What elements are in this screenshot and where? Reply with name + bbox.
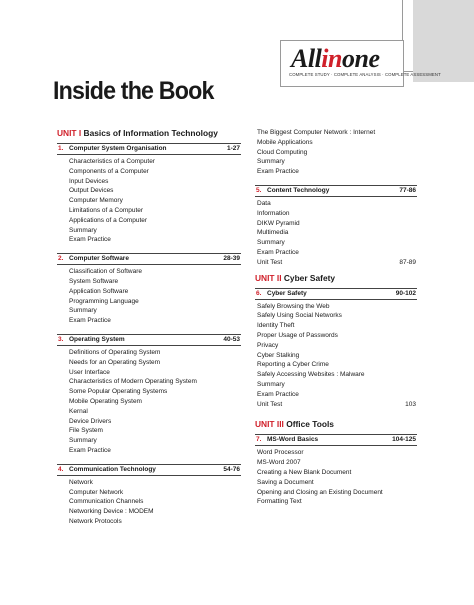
topic-item: Summary: [69, 226, 97, 234]
topic-item: Definitions of Operating System: [69, 348, 161, 356]
topic-item: Characteristics of a Computer: [69, 158, 155, 165]
unit-heading: UNIT II Cyber Safety: [255, 272, 336, 283]
topic-item: Cyber Stalking: [257, 351, 300, 359]
corner-decoration-fill: [413, 0, 474, 82]
topic-item: Classification of Software: [69, 268, 142, 276]
topic-item: Networking Device : MODEM: [69, 508, 154, 516]
topic-item: Exam Practice: [257, 248, 299, 256]
unit-test-row[interactable]: [255, 400, 417, 410]
brand-logo: [280, 40, 441, 87]
topic-item: DIKW Pyramid: [257, 219, 300, 227]
topic-item: Characteristics of Modern Operating System: [69, 378, 197, 386]
topic-item: File System: [69, 427, 103, 435]
logo-wordmark: Allinone: [291, 44, 380, 73]
topic-item: Safely Accessing Websites : Malware: [257, 371, 365, 379]
chapter-heading[interactable]: 5. Content Technology 77-86: [255, 185, 417, 197]
contents-column-right: [255, 128, 417, 507]
unit-heading: UNIT I Basics of Information Technology: [57, 128, 218, 138]
unit-test-label: Unit Test: [257, 400, 283, 408]
unit-heading: UNIT III Office Tools: [255, 419, 334, 430]
topic-item: MS-Word 2007: [257, 459, 301, 467]
topic-item: Output Devices: [69, 187, 114, 195]
topic-item: Identity Theft: [257, 322, 295, 330]
topic-item: The Biggest Computer Network : Internet: [257, 129, 376, 136]
topic-item: System Software: [69, 277, 119, 285]
topic-item: Computer Memory: [69, 197, 123, 205]
logo-tagline: COMPLETE STUDY · COMPLETE ANALYSIS · COMPLETE ASSESSMENT: [289, 72, 441, 77]
topic-item: Multimedia: [257, 229, 289, 237]
topic-item: Components of a Computer: [69, 167, 149, 175]
topic-item: User Interface: [69, 368, 110, 376]
topic-item: Exam Practice: [69, 446, 111, 454]
topic-item: Needs for an Operating System: [69, 358, 161, 366]
topic-item: Exam Practice: [257, 168, 299, 176]
topic-item: Input Devices: [69, 177, 109, 185]
topic-item: Application Software: [69, 287, 129, 295]
topic-item: Device Drivers: [69, 417, 112, 425]
unit-test-pages: 103: [405, 400, 416, 408]
topic-item: Mobile Operating System: [69, 397, 142, 405]
topic-item: Creating a New Blank Document: [257, 468, 352, 476]
topic-item: Kernal: [69, 407, 88, 415]
unit-test-label: Unit Test: [257, 258, 283, 266]
topic-item: Computer Network: [69, 488, 124, 496]
topic-item: Saving a Document: [257, 478, 314, 486]
topic-item: Network: [69, 478, 93, 486]
topic-item: Safely Browsing the Web: [257, 302, 330, 310]
chapter-heading[interactable]: 4. Communication Technology 54-76: [57, 464, 241, 476]
topic-item: Summary: [69, 437, 97, 445]
topic-item: Proper Usage of Passwords: [257, 331, 338, 339]
chapter-heading[interactable]: 3. Operating System 40-53: [57, 334, 241, 346]
topic-item: Information: [257, 209, 290, 217]
topic-item: Programming Language: [69, 297, 139, 305]
topic-item: Mobile Applications: [257, 138, 313, 146]
chapter-heading[interactable]: 7. MS-Word Basics 104-125: [255, 434, 417, 446]
topic-item: Safely Using Social Networks: [257, 312, 342, 320]
topic-item: Reporting a Cyber Crime: [257, 361, 329, 369]
topic-item: Summary: [257, 380, 285, 388]
unit-test-pages: 87-89: [399, 258, 416, 266]
topic-item: Word Processor: [257, 449, 304, 457]
topic-item: Data: [257, 199, 271, 207]
topic-item: Exam Practice: [69, 236, 111, 244]
topic-item: Opening and Closing an Existing Document: [257, 488, 383, 496]
topic-item: Some Popular Operating Systems: [69, 388, 168, 396]
topic-item: Applications of a Computer: [69, 216, 148, 224]
topic-item: Exam Practice: [69, 317, 111, 325]
topic-item: Formatting Text: [257, 498, 302, 506]
topic-item: Limitations of a Computer: [69, 206, 144, 214]
topic-item: Communication Channels: [69, 498, 144, 506]
page-title: Inside the Book: [53, 77, 214, 105]
chapter-heading[interactable]: 1. Computer System Organisation 1-27: [57, 143, 241, 155]
chapter-heading[interactable]: 2. Computer Software 28-39: [57, 253, 241, 265]
topic-item: Cloud Computing: [257, 148, 308, 156]
topic-item: Exam Practice: [257, 390, 299, 398]
topic-item: Network Protocols: [69, 517, 122, 525]
topic-item: Summary: [257, 239, 285, 247]
contents-column-left: [57, 128, 241, 527]
topic-item: Privacy: [257, 341, 279, 349]
unit-test-row[interactable]: [255, 258, 417, 268]
topic-item: Summary: [257, 158, 285, 166]
topic-item: Summary: [69, 307, 97, 315]
chapter-heading[interactable]: 6. Cyber Safety 90-102: [255, 288, 417, 300]
